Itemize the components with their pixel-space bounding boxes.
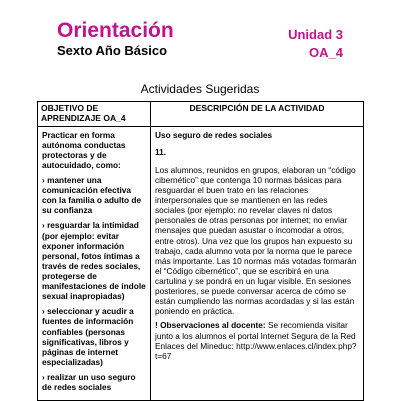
objective-column-header: OBJETIVO DE APRENDIZAJE OA_4: [38, 102, 151, 127]
page-title: Orientación: [57, 19, 174, 42]
unit-number: Unidad 3: [288, 27, 343, 42]
objective-item: › resguardar la intimidad (por ejemplo: evitar exponer información personal, fotos íntimas a través de redes sociales, protegerse de manifestaciones de índole sexual inapropiadas): [42, 220, 146, 302]
activity-description: Los alumnos, reunidos en grupos, elaboran un “código cibernético” que contenga 10 normas básicas para resguardar el buen trato en las relaciones interpersonales que se mantienen en las redes sociales (por ejemplo: no revelar claves ni datos personales de otras personas por internet; no enviar mensajes que puedan asustar o incomodar a otros, entre otros). Una vez que los grupos han expuesto su trabajo, cada alumno vota por la norma que le parece más importante. Las 10 normas más votadas formarán el “Código cibernético”, que se escribirá en una cartulina y se pondrá en un lugar visible. En sesiones posteriores, se puede conversar acerca de cómo se están cumpliendo las normas acordadas y si las están poniendo en práctica.: [155, 164, 357, 317]
objective-item: › seleccionar y acudir a fuentes de información confiables (personas significativas, libros y páginas de internet especializadas): [42, 306, 134, 367]
description-cell: [151, 126, 364, 401]
unit-label: [288, 26, 343, 61]
activities-table: [37, 101, 364, 401]
observations-label: ! Observaciones al docente:: [155, 320, 266, 331]
description-column-header: DESCRIPCIÓN DE LA ACTIVIDAD: [151, 102, 364, 127]
table-row: [38, 126, 364, 401]
objective-intro: Practicar en forma autónoma conductas protectoras y de autocuidado, como:: [42, 129, 126, 170]
objective-cell: [38, 126, 151, 401]
objective-item: › realizar un uso seguro de redes sociales: [42, 371, 136, 393]
section-title: Actividades Sugeridas: [140, 82, 260, 96]
teacher-observations: [155, 320, 359, 360]
activity-title: Uso seguro de redes sociales: [155, 129, 273, 140]
observations-text: Se recomienda visitar junto a los alumnos el portal Internet Segura de la Red Enlaces del Mineduc: http://www.enlaces.cl/index.php?t=67: [155, 320, 357, 361]
table-header-row: [38, 102, 364, 127]
objective-item: › mantener una comunicación efectiva con la familia o adulto de su confianza: [42, 174, 142, 216]
activity-number: 11.: [155, 146, 167, 157]
grade-subtitle: Sexto Año Básico: [57, 43, 168, 58]
oa-code: OA_4: [309, 44, 343, 60]
